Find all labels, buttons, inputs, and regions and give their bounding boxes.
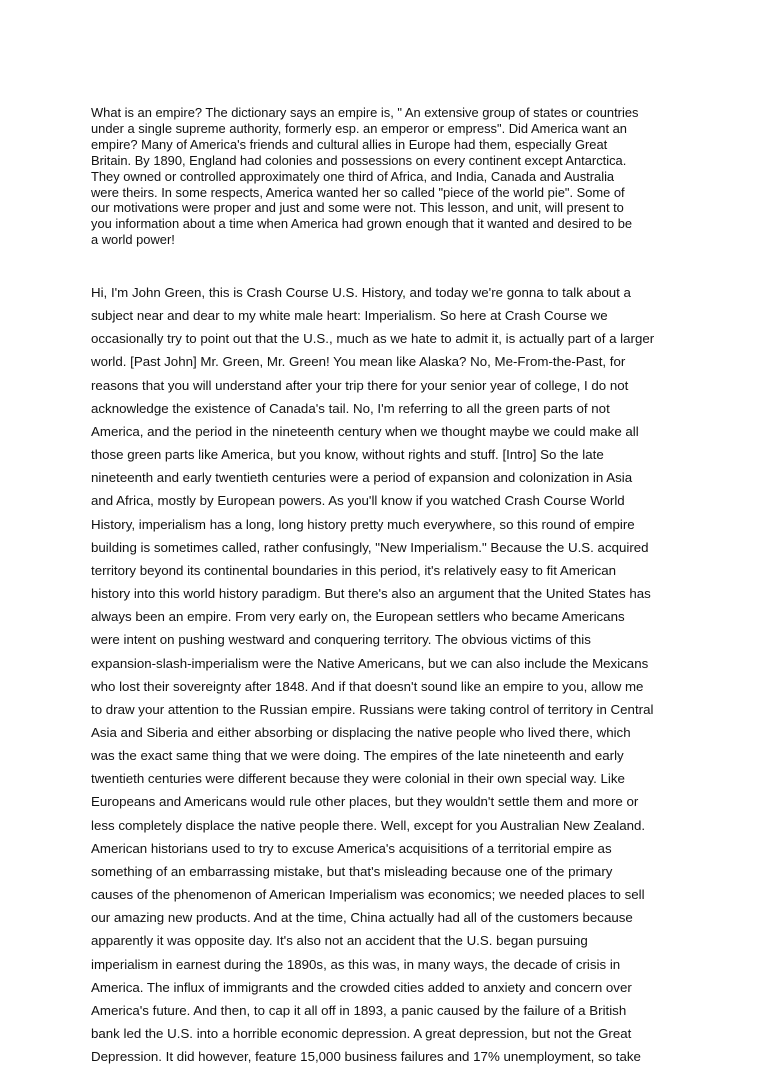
transcript-line: Depression. It did however, feature 15,000 business failures and 17% unemployment, so take: [91, 1049, 641, 1065]
transcript-line: were intent on pushing westward and conquering territory. The obvious victims of this: [91, 632, 591, 648]
intro-line: empire? Many of America's friends and cultural allies in Europe had them, especially Great: [91, 136, 608, 152]
transcript-line: our amazing new products. And at the time, China actually had all of the customers because: [91, 910, 633, 926]
intro-line: Britain. By 1890, England had colonies and possessions on every continent except Antarctica.: [91, 152, 627, 168]
transcript-line: America, and the period in the nineteenth century when we thought maybe we could make all: [91, 423, 639, 439]
transcript-line: those green parts like America, but you know, without rights and stuff. [Intro] So the late: [91, 447, 604, 463]
transcript-line: occasionally try to point out that the U.S., much as we hate to admit it, is actually part of a larger: [91, 331, 655, 347]
transcript-line: and Africa, mostly by European powers. As you'll know if you watched Crash Course World: [91, 493, 625, 509]
intro-line: What is an empire? The dictionary says an empire is, " An extensive group of states or countries: [91, 105, 639, 120]
transcript-line: who lost their sovereignty after 1848. And if that doesn't sound like an empire to you, allow me: [91, 678, 644, 694]
intro-line: They owned or controlled approximately one third of Africa, and India, Canada and Australia: [91, 168, 615, 184]
transcript-line: America. The influx of immigrants and the crowded cities added to anxiety and concern over: [91, 979, 632, 995]
transcript-line: Hi, I'm John Green, this is Crash Course U.S. History, and today we're gonna to talk about a: [91, 285, 631, 300]
intro-line: our motivations were proper and just and some were not. This lesson, and unit, will present to: [91, 200, 624, 216]
intro-paragraph: [91, 105, 688, 248]
transcript-line: nineteenth and early twentieth centuries were a period of expansion and colonization in Asia: [91, 470, 633, 486]
transcript-line: twentieth centuries were different because they were colonial in their own special way. Like: [91, 771, 625, 787]
transcript-line: bank led the U.S. into a horrible economic depression. A great depression, but not the Great: [91, 1026, 632, 1041]
transcript-line: History, imperialism has a long, long history pretty much everywhere, so this round of empire: [91, 516, 635, 532]
transcript-line: was the exact same thing that we were doing. The empires of the late nineteenth and early: [91, 748, 624, 764]
intro-line: a world power!: [91, 232, 175, 248]
transcript-line: territory beyond its continental boundaries in this period, it's relatively easy to fit American: [91, 562, 617, 578]
intro-line: you information about a time when America had grown enough that it wanted and desired to be: [91, 216, 633, 232]
transcript-line: something of an embarrassing mistake, but that's misleading because one of the primary: [91, 863, 613, 879]
transcript-line: building is sometimes called, rather confusingly, "New Imperialism." Because the U.S. acquired: [91, 539, 649, 555]
transcript-line: always been an empire. From very early on, the European settlers who became Americans: [91, 609, 625, 625]
transcript-line: less completely displace the native people there. Well, except for you Australian New Zealand.: [91, 817, 646, 833]
transcript-line: apparently it was opposite day. It's also not an accident that the U.S. began pursuing: [91, 933, 588, 949]
transcript-line: American historians used to try to excuse America's acquisitions of a territorial empire as: [91, 840, 612, 856]
transcript-line: reasons that you will understand after your trip there for your senior year of college, I do not: [91, 377, 629, 393]
transcript-line: expansion-slash-imperialism were the Native Americans, but we can also include the Mexicans: [91, 655, 649, 671]
intro-line: under a single supreme authority, formerly esp. an emperor or empress". Did America want an: [91, 120, 627, 136]
transcript-line: world. [Past John] Mr. Green, Mr. Green! You mean like Alaska? No, Me-From-the-Past, for: [91, 354, 626, 370]
transcript-line: acknowledge the existence of Canada's tail. No, I'm referring to all the green parts of not: [91, 400, 610, 416]
intro-line: were theirs. In some respects, America wanted her so called "piece of the world pie". Some of: [91, 184, 625, 200]
transcript-line: causes of the phenomenon of American Imperialism was economics; we needed places to sell: [91, 887, 645, 903]
transcript-line: imperialism in earnest during the 1890s, as this was, in many ways, the decade of crisis in: [91, 956, 621, 972]
transcript-line: subject near and dear to my white male heart: Imperialism. So here at Crash Course we: [91, 308, 608, 324]
transcript-line: to draw your attention to the Russian empire. Russians were taking control of territory in Central: [91, 701, 654, 717]
transcript-line: Europeans and Americans would rule other places, but they wouldn't settle them and more or: [91, 794, 639, 810]
transcript-line: history into this world history paradigm. But there's also an argument that the United States has: [91, 586, 651, 602]
transcript-line: America's future. And then, to cap it all off in 1893, a panic caused by the failure of a British: [91, 1002, 627, 1018]
transcript-paragraph: [91, 281, 691, 1068]
transcript-line: Asia and Siberia and either absorbing or displacing the native people who lived there, which: [91, 724, 631, 740]
document-page: [91, 105, 691, 1065]
